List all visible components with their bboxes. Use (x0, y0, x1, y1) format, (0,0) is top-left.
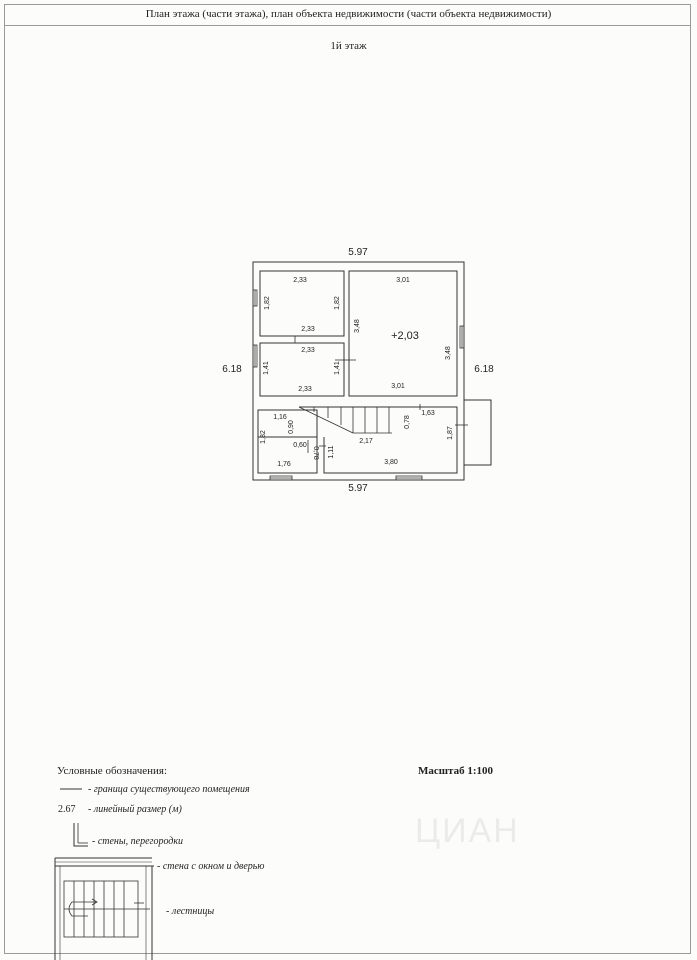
room-3-height-left: 3,48 (354, 319, 361, 333)
room-1-height-right: 1,82 (334, 296, 341, 310)
overall-width-bottom: 5.97 (348, 483, 368, 494)
room-3-width-top: 3,01 (396, 277, 410, 284)
legend-item-dimension: - линейный размер (м) (88, 804, 182, 815)
legend-item-window-door: - стена с окном и дверью (157, 861, 265, 872)
room-5-dim-stair: 2,17 (359, 438, 373, 445)
legend-title: Условные обозначения: (57, 765, 168, 777)
room-2-height-left: 1,41 (263, 361, 270, 375)
room-4-width-top: 1,16 (273, 414, 287, 421)
room-5-height-left: 1,11 (328, 445, 335, 459)
room-1-width-bottom: 2,33 (301, 326, 315, 333)
overall-height-right: 6.18 (474, 364, 494, 375)
overall-width-top: 5.97 (348, 247, 368, 258)
room-4-dim-a: 0,90 (288, 420, 295, 434)
room-4-height-left: 1,82 (260, 430, 267, 444)
watermark: ЦИАН (415, 812, 520, 850)
room-2-height-right: 1,41 (334, 361, 341, 375)
room-3-level-mark: +2,03 (391, 330, 419, 342)
room-5-dim-b: 1,63 (421, 410, 435, 417)
room-1-width-top: 2,33 (293, 277, 307, 284)
room-3-width-bottom: 3,01 (391, 383, 405, 390)
legend-item-walls: - стены, перегородки (92, 836, 184, 847)
room-5-width-bottom: 3,80 (384, 459, 398, 466)
room-2-width-bottom: 2,33 (298, 386, 312, 393)
floor-label: 1й этаж (330, 40, 367, 52)
room-2-width-top: 2,33 (301, 347, 315, 354)
legend-item-stairs: - лестницы (166, 906, 215, 917)
legend-stairs-sample (64, 881, 150, 937)
overall-height-left: 6.18 (222, 364, 242, 375)
room-4-dim-b: 0,60 (293, 442, 307, 449)
room-4-width-bottom: 1,76 (277, 461, 291, 468)
room-5-dim-a: 0,78 (404, 415, 411, 429)
room-4-dim-c: 0,78 (312, 446, 319, 460)
room-1-height-left: 1,82 (264, 296, 271, 310)
legend-item-boundary: - граница существующего помещения (88, 784, 250, 795)
porch-height: 1,87 (447, 426, 454, 440)
scale-label: Масштаб 1:100 (418, 765, 494, 777)
legend-wall-sample (74, 823, 88, 846)
document-title: План этажа (части этажа), план объекта недвижимости (части объекта недвижимости) (145, 8, 552, 20)
legend-item-dimension-sample: 2.67 (58, 804, 76, 815)
room-3-height-right: 3,48 (445, 346, 452, 360)
